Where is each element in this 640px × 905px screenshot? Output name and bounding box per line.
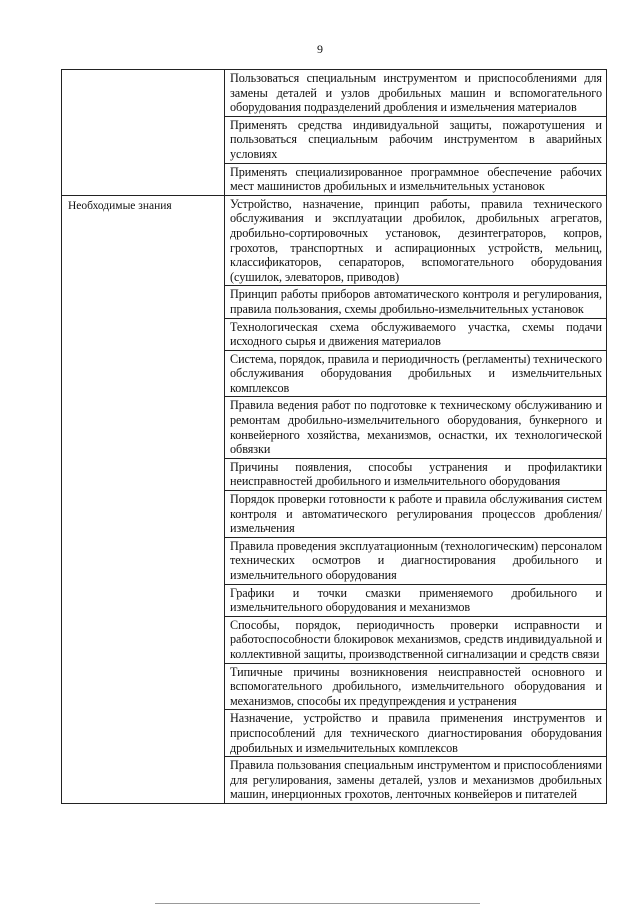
competency-table	[61, 69, 607, 804]
list-item: Порядок проверки готовности к работе и правила обслуживания систем контроля и автоматического регулирования процессов дробления/измельчения	[225, 490, 606, 537]
row-content	[225, 195, 607, 803]
list-item: Применять специализированное программное обеспечение рабочих мест машинистов дробильных и измельчительных установок	[225, 163, 606, 195]
list-item: Правила проведения эксплуатационным (технологическим) персоналом технических осмотров и диагностирования дробильного и измельчительного оборудования	[225, 537, 606, 584]
page-bottom-divider	[155, 903, 480, 904]
list-item: Способы, порядок, периодичность проверки исправности и работоспособности блокировок механизмов, средств индивидуальной и коллективной защиты, производственной сигнализации и средств связи	[225, 616, 606, 663]
list-item: Принцип работы приборов автоматического контроля и регулирования, правила пользования, схемы дробильно-измельчительных установок	[225, 285, 606, 317]
list-item: Типичные причины возникновения неисправностей основного и вспомогательного дробильного, измельчительного оборудования и механизмов, способы их предупреждения и устранения	[225, 663, 606, 710]
list-item: Причины появления, способы устранения и профилактики неисправностей дробильного и измельчительного оборудования	[225, 458, 606, 490]
list-item: Правила ведения работ по подготовке к техническому обслуживанию и ремонтам дробильно-измельчительного оборудования, бункерного и конвейерного хозяйства, механизмов, оснастки, их технологической обвязки	[225, 396, 606, 457]
list-item: Правила пользования специальным инструментом и приспособлениями для регулирования, замены деталей, узлов и механизмов дробильных машин, инерционных грохотов, ленточных конвейеров и питателей	[225, 756, 606, 803]
list-item: Технологическая схема обслуживаемого участка, схемы подачи исходного сырья и движения материалов	[225, 318, 606, 350]
row-label	[62, 70, 225, 196]
list-item: Назначение, устройство и правила применения инструментов и приспособлений для технического диагностирования оборудования дробильных и измельчительных комплексов	[225, 709, 606, 756]
table-row	[62, 70, 607, 196]
list-item: Пользоваться специальным инструментом и приспособлениями для замены деталей и узлов дробильных машин и вспомогательного оборудования подразделений дробления и измельчения материалов	[230, 71, 602, 115]
page-number: 9	[317, 42, 323, 56]
row-content	[225, 70, 607, 196]
list-item: Графики и точки смазки применяемого дробильного и измельчительного оборудования и механизмов	[225, 584, 606, 616]
row-label: Необходимые знания	[62, 195, 225, 803]
list-item: Система, порядок, правила и периодичность (регламенты) технического обслуживания оборудования дробильных и измельчительных комплексов	[225, 350, 606, 397]
list-item: Применять средства индивидуальной защиты, пожаротушения и пользоваться специальным рабочим инструментом в аварийных условиях	[225, 116, 606, 163]
list-item: Устройство, назначение, принцип работы, правила технического обслуживания и эксплуатации дробилок, дробильных агрегатов, дробильно-сортировочных установок, дезинтеграторов, копров, грохотов, транспортных и аспирационных устройств, мельниц, классификаторов, сепараторов, вспомогательного оборудования (сушилок, элеваторов, приводов)	[230, 196, 602, 284]
table-row	[62, 195, 607, 803]
